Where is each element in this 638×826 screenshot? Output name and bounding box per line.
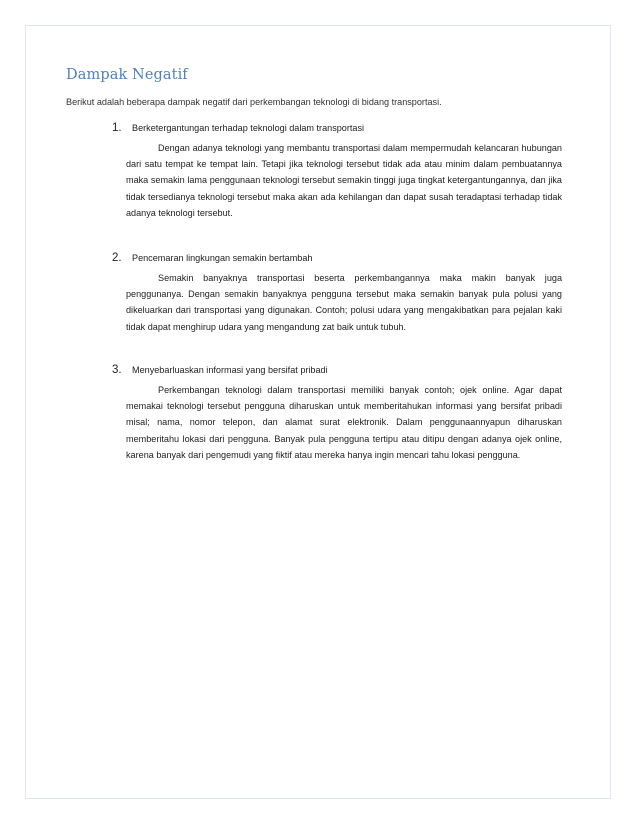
list-item-body: Dengan adanya teknologi yang membantu transportasi dalam mempermudah kelancaran hubungan dari satu tempat ke tempat lain. Tetapi jika teknologi tersebut tidak ada atau minim dalam pembuatannya maka semakin lama penggunaan teknologi tersebut semakin tinggi juga tingkat ketergantungannya, dan jika tidak tersedianya teknologi tersebut maka akan ada kehilangan dan dapat susah teradaptasi terhadap tidak adanya teknologi tersebut.	[126, 143, 562, 218]
list-item-body: Perkembangan teknologi dalam transportasi memiliki banyak contoh; ojek online. Agar dapat memakai teknologi tersebut pengguna diharuskan untuk memberitahukan informasi yang bersifat pribadi misal; nama, nomor telepon, dan alamat surat elektronik. Dalam penggunaannyapun diharuskan memberitahu lokasi dari pengguna. Banyak pula pengguna tertipu atau ditipu dengan adanya ojek online, karena banyak dari pengemudi yang fiktif atau mereka hanya ingin mencari tahu lokasi pengguna.	[126, 385, 562, 460]
list-item-number: 3.	[112, 364, 122, 376]
list-item-number: 1.	[112, 122, 122, 134]
list-item-title: Menyebarluaskan informasi yang bersifat pribadi	[132, 365, 328, 375]
list-item	[112, 252, 564, 335]
list-item-header	[112, 252, 564, 268]
list-item-header	[112, 364, 564, 380]
list-item-title: Pencemaran lingkungan semakin bertambah	[132, 253, 313, 263]
list-item	[112, 122, 564, 221]
list-item-body: Semakin banyaknya transportasi beserta perkembangannya maka makin banyak juga penggunanya. Dengan semakin banyaknya pengguna tersebut maka semakin banyak pula polusi yang dikeluarkan dari transportasi yang digunakan. Contoh; polusi udara yang mengakibatkan para pejalan kaki tidak dapat menghirup udara yang mengandung zat baik untuk tubuh.	[126, 273, 562, 332]
list-item	[112, 364, 564, 463]
section-heading: Dampak Negatif	[66, 67, 188, 83]
intro-paragraph: Berikut adalah beberapa dampak negatif dari perkembangan teknologi di bidang transportasi.	[66, 97, 442, 107]
list-item-number: 2.	[112, 252, 122, 264]
list-item-title: Berketergantungan terhadap teknologi dalam transportasi	[132, 123, 365, 133]
list-item-header	[112, 122, 564, 138]
